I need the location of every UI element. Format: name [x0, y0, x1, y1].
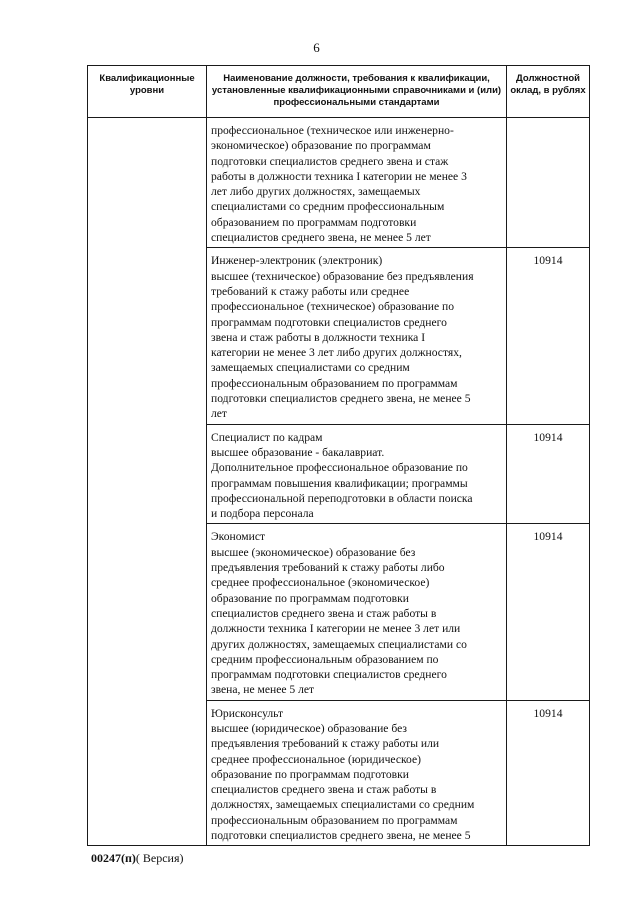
requirement-line: программам повышения квалификации; программы: [211, 476, 468, 490]
qualification-level-cell: [88, 118, 207, 846]
requirement-line: высшее (юридическое) образование без: [211, 721, 407, 735]
requirement-line: работы в должности техника I категории не менее 3: [211, 169, 467, 183]
requirement-line: Инженер-электроник (электроник): [211, 254, 383, 268]
requirement-line: категории не менее 3 лет либо других должностях,: [211, 346, 462, 360]
requirement-line: среднее профессиональное (юридическое): [211, 752, 422, 766]
requirement-line: Юрисконсульт: [211, 706, 284, 720]
requirement-line: и подбора персонала: [211, 507, 314, 521]
salary-cell: 10914: [507, 424, 590, 524]
salary-cell: [507, 118, 590, 248]
requirement-line: звена и стаж работы в должности техника I: [211, 330, 426, 344]
table-row: [88, 118, 590, 248]
requirement-line: подготовки специалистов среднего звена, не менее 5: [211, 392, 471, 406]
requirement-line: образованием по программам подготовки: [211, 215, 417, 229]
requirement-line: Экономист: [211, 530, 266, 544]
requirement-line: программам подготовки специалистов среднего: [211, 315, 447, 329]
salary-cell: 10914: [507, 248, 590, 424]
requirement-line: других должностях, замещаемых специалистами со: [211, 637, 467, 651]
requirement-line: профессиональным образованием по программам: [211, 376, 458, 390]
document-version-label: ( Версия): [135, 851, 184, 865]
position-requirements-cell: [207, 118, 507, 248]
requirement-line: Специалист по кадрам: [211, 430, 323, 444]
requirement-line: программам подготовки специалистов среднего: [211, 668, 447, 682]
requirement-line: лет: [211, 407, 227, 421]
requirement-line: средним профессиональным образованием по: [211, 652, 439, 666]
requirement-line: образование по программам подготовки: [211, 767, 409, 781]
position-requirements-cell: [207, 700, 507, 846]
requirement-line: специалистов среднего звена и стаж работы в: [211, 783, 437, 797]
requirement-line: специалистов среднего звена и стаж работы в: [211, 606, 437, 620]
requirement-line: замещаемых специалистами со средним: [211, 361, 410, 375]
position-requirements-cell: [207, 248, 507, 424]
table-body: [88, 118, 590, 846]
requirement-line: предъявления требований к стажу работы либо: [211, 561, 445, 575]
requirement-line: предъявления требований к стажу работы или: [211, 737, 440, 751]
requirement-line: звена, не менее 5 лет: [211, 683, 315, 697]
page-number: 6: [313, 40, 320, 55]
requirement-line: должностях, замещаемых специалистами со средним: [211, 798, 475, 812]
position-requirements-cell: [207, 524, 507, 700]
requirement-line: Дополнительное профессиональное образование по: [211, 461, 468, 475]
salary-cell: 10914: [507, 700, 590, 846]
requirement-line: подготовки специалистов среднего звена, не менее 5: [211, 829, 471, 843]
document-footer: [91, 851, 184, 866]
requirement-line: специалистами со средним профессиональным: [211, 200, 445, 214]
header-qualification-levels: Квалификационные уровни: [88, 66, 207, 118]
requirement-line: лет либо других должностях, замещаемых: [211, 185, 421, 199]
position-requirements-cell: [207, 424, 507, 524]
requirement-line: подготовки специалистов среднего звена и стаж: [211, 154, 449, 168]
document-code: 00247(п): [91, 851, 136, 865]
requirement-line: высшее образование - бакалавриат.: [211, 445, 385, 459]
requirement-line: профессиональное (техническое или инженерно-: [211, 124, 454, 137]
header-position-requirements: Наименование должности, требования к квалификации, установленные квалификационными справочниками и (или) профессиональными стандартами: [207, 66, 507, 118]
table-header-row: [88, 66, 590, 118]
requirement-line: профессиональным образованием по программам: [211, 813, 458, 827]
requirement-line: высшее (экономическое) образование без: [211, 545, 416, 559]
requirement-line: высшее (техническое) образование без предъявления: [211, 269, 474, 283]
salary-cell: 10914: [507, 524, 590, 700]
requirement-line: специалистов среднего звена, не менее 5 лет: [211, 231, 431, 245]
requirement-line: профессиональное (техническое) образование по: [211, 300, 455, 314]
requirement-line: профессиональной переподготовки в области поиска: [211, 491, 473, 505]
requirement-line: должности техника I категории не менее 3 лет или: [211, 622, 461, 636]
requirement-line: среднее профессиональное (экономическое): [211, 576, 430, 590]
qualification-table: [87, 65, 590, 846]
requirement-line: экономическое) образование по программам: [211, 139, 431, 153]
requirement-line: образование по программам подготовки: [211, 591, 409, 605]
header-salary: Должностной оклад, в рублях: [507, 66, 590, 118]
requirement-line: требований к стажу работы или среднее: [211, 284, 410, 298]
